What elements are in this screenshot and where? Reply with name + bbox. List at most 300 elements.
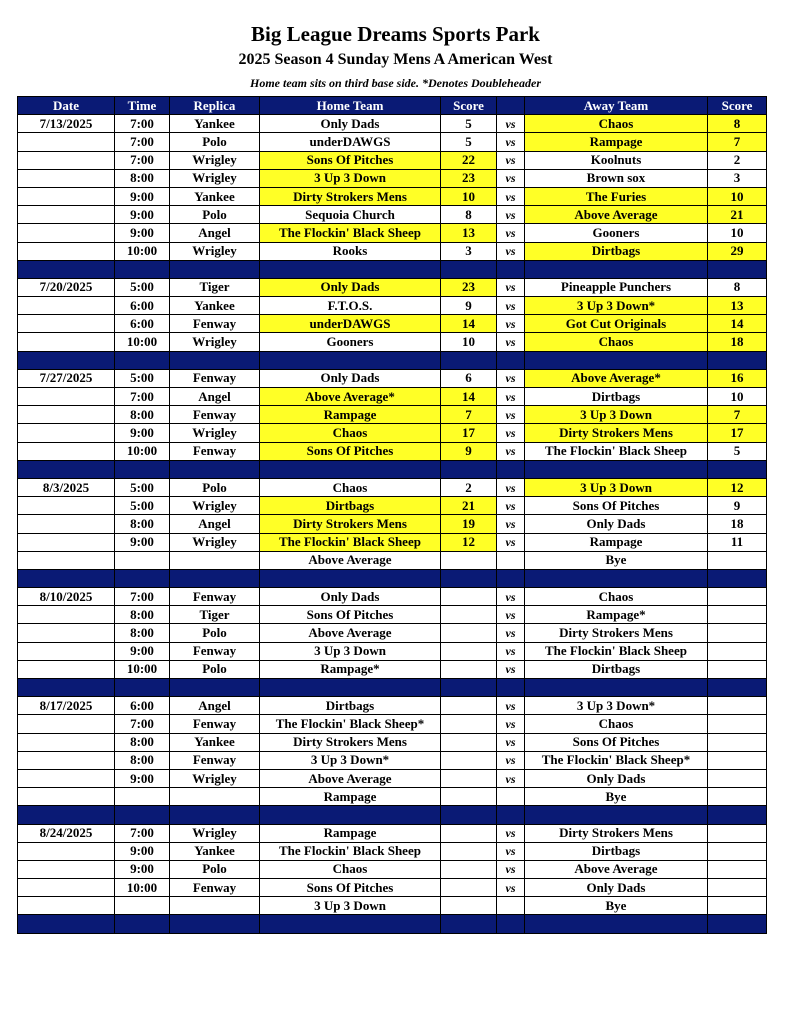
home-score — [441, 788, 497, 806]
game-time: 8:00 — [115, 515, 170, 533]
away-score — [708, 642, 767, 660]
vs-label: vs — [497, 315, 525, 333]
away-score — [708, 733, 767, 751]
table-row — [18, 206, 767, 224]
vs-label: vs — [497, 242, 525, 260]
separator-cell — [115, 679, 170, 697]
vs-label: vs — [497, 388, 525, 406]
home-score — [441, 642, 497, 660]
table-row — [18, 624, 767, 642]
table-row — [18, 660, 767, 678]
vs-label: vs — [497, 224, 525, 242]
away-team: Brown sox — [525, 169, 708, 187]
game-date — [18, 497, 115, 515]
game-time: 8:00 — [115, 733, 170, 751]
away-team: Chaos — [525, 588, 708, 606]
away-team: Rampage — [525, 533, 708, 551]
game-date — [18, 388, 115, 406]
col-header-away-score: Score — [708, 97, 767, 115]
away-score: 21 — [708, 206, 767, 224]
table-row — [18, 388, 767, 406]
game-field: Yankee — [170, 297, 260, 315]
home-team: Dirtbags — [260, 697, 441, 715]
home-score — [441, 715, 497, 733]
home-team: Sons Of Pitches — [260, 442, 441, 460]
table-row — [18, 478, 767, 496]
home-score: 6 — [441, 369, 497, 387]
game-time: 5:00 — [115, 369, 170, 387]
home-team: Rampage — [260, 824, 441, 842]
week-separator-row — [18, 569, 767, 587]
separator-cell — [525, 260, 708, 278]
away-team: Above Average — [525, 860, 708, 878]
away-score: 10 — [708, 224, 767, 242]
week-separator-row — [18, 915, 767, 933]
game-date — [18, 624, 115, 642]
page-note: Home team sits on third base side. *Denotes Doubleheader — [250, 76, 541, 90]
vs-label: vs — [497, 297, 525, 315]
away-score: 9 — [708, 497, 767, 515]
away-score: 5 — [708, 442, 767, 460]
game-date — [18, 642, 115, 660]
away-score — [708, 588, 767, 606]
game-date: 8/17/2025 — [18, 697, 115, 715]
table-row — [18, 369, 767, 387]
separator-cell — [170, 569, 260, 587]
home-team: Only Dads — [260, 115, 441, 133]
game-field: Fenway — [170, 442, 260, 460]
separator-cell — [260, 260, 441, 278]
separator-cell — [260, 460, 441, 478]
game-date: 7/13/2025 — [18, 115, 115, 133]
table-row — [18, 442, 767, 460]
home-team: Only Dads — [260, 588, 441, 606]
home-score: 17 — [441, 424, 497, 442]
home-team: Above Average — [260, 624, 441, 642]
game-date — [18, 133, 115, 151]
game-field: Tiger — [170, 278, 260, 296]
game-field: Wrigley — [170, 242, 260, 260]
home-score — [441, 751, 497, 769]
game-date — [18, 151, 115, 169]
game-date — [18, 224, 115, 242]
home-score — [441, 842, 497, 860]
game-field: Yankee — [170, 187, 260, 205]
game-field: Wrigley — [170, 169, 260, 187]
game-field: Yankee — [170, 733, 260, 751]
away-score — [708, 860, 767, 878]
separator-cell — [260, 569, 441, 587]
separator-cell — [497, 915, 525, 933]
away-team: Only Dads — [525, 769, 708, 787]
separator-cell — [18, 569, 115, 587]
game-field: Fenway — [170, 879, 260, 897]
vs-label — [497, 551, 525, 569]
home-team: Above Average* — [260, 388, 441, 406]
away-team: Sons Of Pitches — [525, 497, 708, 515]
home-score: 10 — [441, 187, 497, 205]
separator-cell — [18, 460, 115, 478]
game-time: 9:00 — [115, 424, 170, 442]
separator-cell — [497, 806, 525, 824]
game-field: Polo — [170, 206, 260, 224]
week-separator-row — [18, 351, 767, 369]
col-header-replica: Replica — [170, 97, 260, 115]
vs-label: vs — [497, 369, 525, 387]
table-row — [18, 733, 767, 751]
game-time: 10:00 — [115, 242, 170, 260]
vs-label: vs — [497, 733, 525, 751]
game-field: Polo — [170, 660, 260, 678]
vs-label — [497, 788, 525, 806]
vs-label: vs — [497, 879, 525, 897]
table-row — [18, 115, 767, 133]
separator-cell — [115, 806, 170, 824]
separator-cell — [497, 569, 525, 587]
vs-label: vs — [497, 842, 525, 860]
away-team: 3 Up 3 Down* — [525, 297, 708, 315]
game-date — [18, 533, 115, 551]
away-team: Chaos — [525, 715, 708, 733]
away-team: Bye — [525, 788, 708, 806]
vs-label: vs — [497, 624, 525, 642]
separator-cell — [170, 460, 260, 478]
separator-cell — [525, 460, 708, 478]
game-time: 9:00 — [115, 860, 170, 878]
home-score: 5 — [441, 115, 497, 133]
table-row — [18, 824, 767, 842]
game-date — [18, 879, 115, 897]
away-team: Gooners — [525, 224, 708, 242]
game-time: 7:00 — [115, 588, 170, 606]
table-row — [18, 788, 767, 806]
away-team: 3 Up 3 Down — [525, 406, 708, 424]
vs-label: vs — [497, 588, 525, 606]
away-score — [708, 879, 767, 897]
home-team: Rampage* — [260, 660, 441, 678]
separator-cell — [170, 915, 260, 933]
page-subtitle: 2025 Season 4 Sunday Mens A American West — [238, 51, 553, 68]
game-field: Polo — [170, 133, 260, 151]
table-row — [18, 551, 767, 569]
home-team: Dirty Strokers Mens — [260, 515, 441, 533]
table-row — [18, 588, 767, 606]
table-row — [18, 224, 767, 242]
separator-cell — [708, 460, 767, 478]
game-field — [170, 788, 260, 806]
away-score — [708, 697, 767, 715]
vs-label: vs — [497, 715, 525, 733]
game-date — [18, 515, 115, 533]
col-header-away-team: Away Team — [525, 97, 708, 115]
home-team: The Flockin' Black Sheep* — [260, 715, 441, 733]
separator-cell — [260, 915, 441, 933]
away-score: 13 — [708, 297, 767, 315]
game-date — [18, 769, 115, 787]
home-team: 3 Up 3 Down — [260, 642, 441, 660]
game-field: Wrigley — [170, 424, 260, 442]
away-score — [708, 788, 767, 806]
home-score: 8 — [441, 206, 497, 224]
game-date: 8/3/2025 — [18, 478, 115, 496]
home-team: 3 Up 3 Down — [260, 169, 441, 187]
away-team: Pineapple Punchers — [525, 278, 708, 296]
table-row — [18, 133, 767, 151]
game-time: 5:00 — [115, 478, 170, 496]
away-team: Sons Of Pitches — [525, 733, 708, 751]
separator-cell — [18, 351, 115, 369]
game-date — [18, 733, 115, 751]
home-team: Sequoia Church — [260, 206, 441, 224]
separator-cell — [115, 569, 170, 587]
game-date — [18, 406, 115, 424]
home-score — [441, 769, 497, 787]
separator-cell — [260, 806, 441, 824]
table-row — [18, 769, 767, 787]
table-row — [18, 606, 767, 624]
away-score — [708, 624, 767, 642]
home-team: Only Dads — [260, 369, 441, 387]
vs-label: vs — [497, 206, 525, 224]
home-score — [441, 588, 497, 606]
away-team: Dirtbags — [525, 660, 708, 678]
vs-label: vs — [497, 606, 525, 624]
col-header-vs — [497, 97, 525, 115]
game-time: 7:00 — [115, 715, 170, 733]
game-time: 5:00 — [115, 278, 170, 296]
game-date — [18, 551, 115, 569]
home-score: 10 — [441, 333, 497, 351]
away-score: 10 — [708, 187, 767, 205]
away-team: 3 Up 3 Down* — [525, 697, 708, 715]
game-time: 10:00 — [115, 333, 170, 351]
home-score: 5 — [441, 133, 497, 151]
away-team: The Flockin' Black Sheep — [525, 442, 708, 460]
away-team: Dirty Strokers Mens — [525, 424, 708, 442]
separator-cell — [115, 460, 170, 478]
game-time: 6:00 — [115, 697, 170, 715]
game-field: Fenway — [170, 406, 260, 424]
separator-cell — [260, 351, 441, 369]
game-time: 9:00 — [115, 224, 170, 242]
game-time — [115, 551, 170, 569]
separator-cell — [708, 915, 767, 933]
home-score: 3 — [441, 242, 497, 260]
game-time: 9:00 — [115, 206, 170, 224]
home-score: 7 — [441, 406, 497, 424]
home-score — [441, 551, 497, 569]
separator-cell — [441, 569, 497, 587]
away-team: Dirtbags — [525, 842, 708, 860]
separator-cell — [441, 260, 497, 278]
away-team: Chaos — [525, 333, 708, 351]
game-field: Polo — [170, 624, 260, 642]
separator-cell — [497, 679, 525, 697]
vs-label: vs — [497, 442, 525, 460]
game-field: Fenway — [170, 588, 260, 606]
separator-cell — [441, 806, 497, 824]
vs-label: vs — [497, 751, 525, 769]
game-field: Wrigley — [170, 497, 260, 515]
separator-cell — [497, 351, 525, 369]
away-score: 10 — [708, 388, 767, 406]
separator-cell — [260, 679, 441, 697]
game-field: Wrigley — [170, 824, 260, 842]
table-row — [18, 333, 767, 351]
game-time: 9:00 — [115, 642, 170, 660]
home-team: F.T.O.S. — [260, 297, 441, 315]
home-team: Only Dads — [260, 278, 441, 296]
home-team: The Flockin' Black Sheep — [260, 842, 441, 860]
away-score — [708, 715, 767, 733]
away-team: Only Dads — [525, 515, 708, 533]
separator-cell — [18, 915, 115, 933]
home-score — [441, 624, 497, 642]
away-team: Dirty Strokers Mens — [525, 624, 708, 642]
table-row — [18, 642, 767, 660]
table-row — [18, 697, 767, 715]
home-team: Sons Of Pitches — [260, 151, 441, 169]
home-score: 9 — [441, 442, 497, 460]
separator-cell — [441, 679, 497, 697]
game-time: 7:00 — [115, 388, 170, 406]
home-team: Rampage — [260, 406, 441, 424]
week-separator-row — [18, 260, 767, 278]
vs-label: vs — [497, 533, 525, 551]
vs-label: vs — [497, 497, 525, 515]
home-team: Dirtbags — [260, 497, 441, 515]
home-score — [441, 897, 497, 915]
game-field: Wrigley — [170, 769, 260, 787]
table-row — [18, 406, 767, 424]
home-score — [441, 697, 497, 715]
away-team: Bye — [525, 551, 708, 569]
vs-label — [497, 897, 525, 915]
away-score — [708, 842, 767, 860]
away-team: Only Dads — [525, 879, 708, 897]
separator-cell — [441, 915, 497, 933]
away-team: Above Average* — [525, 369, 708, 387]
separator-cell — [18, 806, 115, 824]
away-score: 17 — [708, 424, 767, 442]
home-team: Dirty Strokers Mens — [260, 733, 441, 751]
game-field: Fenway — [170, 642, 260, 660]
home-team: Gooners — [260, 333, 441, 351]
game-date — [18, 860, 115, 878]
separator-cell — [708, 351, 767, 369]
game-field: Fenway — [170, 315, 260, 333]
vs-label: vs — [497, 642, 525, 660]
game-date: 8/24/2025 — [18, 824, 115, 842]
home-team: 3 Up 3 Down* — [260, 751, 441, 769]
home-score: 22 — [441, 151, 497, 169]
game-date — [18, 206, 115, 224]
game-time: 6:00 — [115, 297, 170, 315]
game-date — [18, 333, 115, 351]
home-team: Rampage — [260, 788, 441, 806]
schedule-table — [17, 96, 767, 934]
game-field — [170, 551, 260, 569]
separator-cell — [18, 260, 115, 278]
separator-cell — [525, 915, 708, 933]
away-score: 7 — [708, 133, 767, 151]
vs-label: vs — [497, 860, 525, 878]
game-field: Angel — [170, 515, 260, 533]
away-score: 16 — [708, 369, 767, 387]
separator-cell — [170, 351, 260, 369]
home-team: underDAWGS — [260, 315, 441, 333]
table-row — [18, 187, 767, 205]
table-row — [18, 278, 767, 296]
vs-label: vs — [497, 187, 525, 205]
game-time: 9:00 — [115, 533, 170, 551]
away-score — [708, 824, 767, 842]
game-field: Yankee — [170, 115, 260, 133]
away-team: Above Average — [525, 206, 708, 224]
home-score: 14 — [441, 388, 497, 406]
game-field: Polo — [170, 478, 260, 496]
separator-cell — [441, 351, 497, 369]
game-field — [170, 897, 260, 915]
col-header-date: Date — [18, 97, 115, 115]
table-row — [18, 715, 767, 733]
home-score: 2 — [441, 478, 497, 496]
home-score: 23 — [441, 169, 497, 187]
away-score: 11 — [708, 533, 767, 551]
vs-label: vs — [497, 151, 525, 169]
away-score: 7 — [708, 406, 767, 424]
home-team: Sons Of Pitches — [260, 606, 441, 624]
vs-label: vs — [497, 133, 525, 151]
game-time — [115, 897, 170, 915]
separator-cell — [441, 460, 497, 478]
vs-label: vs — [497, 333, 525, 351]
vs-label: vs — [497, 515, 525, 533]
game-time: 10:00 — [115, 660, 170, 678]
away-score — [708, 751, 767, 769]
game-date — [18, 442, 115, 460]
separator-cell — [525, 679, 708, 697]
away-team: 3 Up 3 Down — [525, 478, 708, 496]
away-score — [708, 769, 767, 787]
table-header-row — [18, 97, 767, 115]
game-field: Angel — [170, 697, 260, 715]
game-time: 8:00 — [115, 751, 170, 769]
separator-cell — [115, 260, 170, 278]
away-score: 29 — [708, 242, 767, 260]
home-score: 14 — [441, 315, 497, 333]
game-date: 8/10/2025 — [18, 588, 115, 606]
separator-cell — [525, 351, 708, 369]
game-time: 7:00 — [115, 151, 170, 169]
week-separator-row — [18, 679, 767, 697]
game-date — [18, 187, 115, 205]
away-score — [708, 660, 767, 678]
away-score: 8 — [708, 278, 767, 296]
vs-label: vs — [497, 697, 525, 715]
separator-cell — [115, 351, 170, 369]
away-team: Got Cut Originals — [525, 315, 708, 333]
vs-label: vs — [497, 660, 525, 678]
game-date — [18, 315, 115, 333]
home-score — [441, 606, 497, 624]
home-score: 12 — [441, 533, 497, 551]
away-score: 12 — [708, 478, 767, 496]
game-field: Fenway — [170, 715, 260, 733]
game-field: Fenway — [170, 751, 260, 769]
separator-cell — [525, 569, 708, 587]
away-team: Chaos — [525, 115, 708, 133]
